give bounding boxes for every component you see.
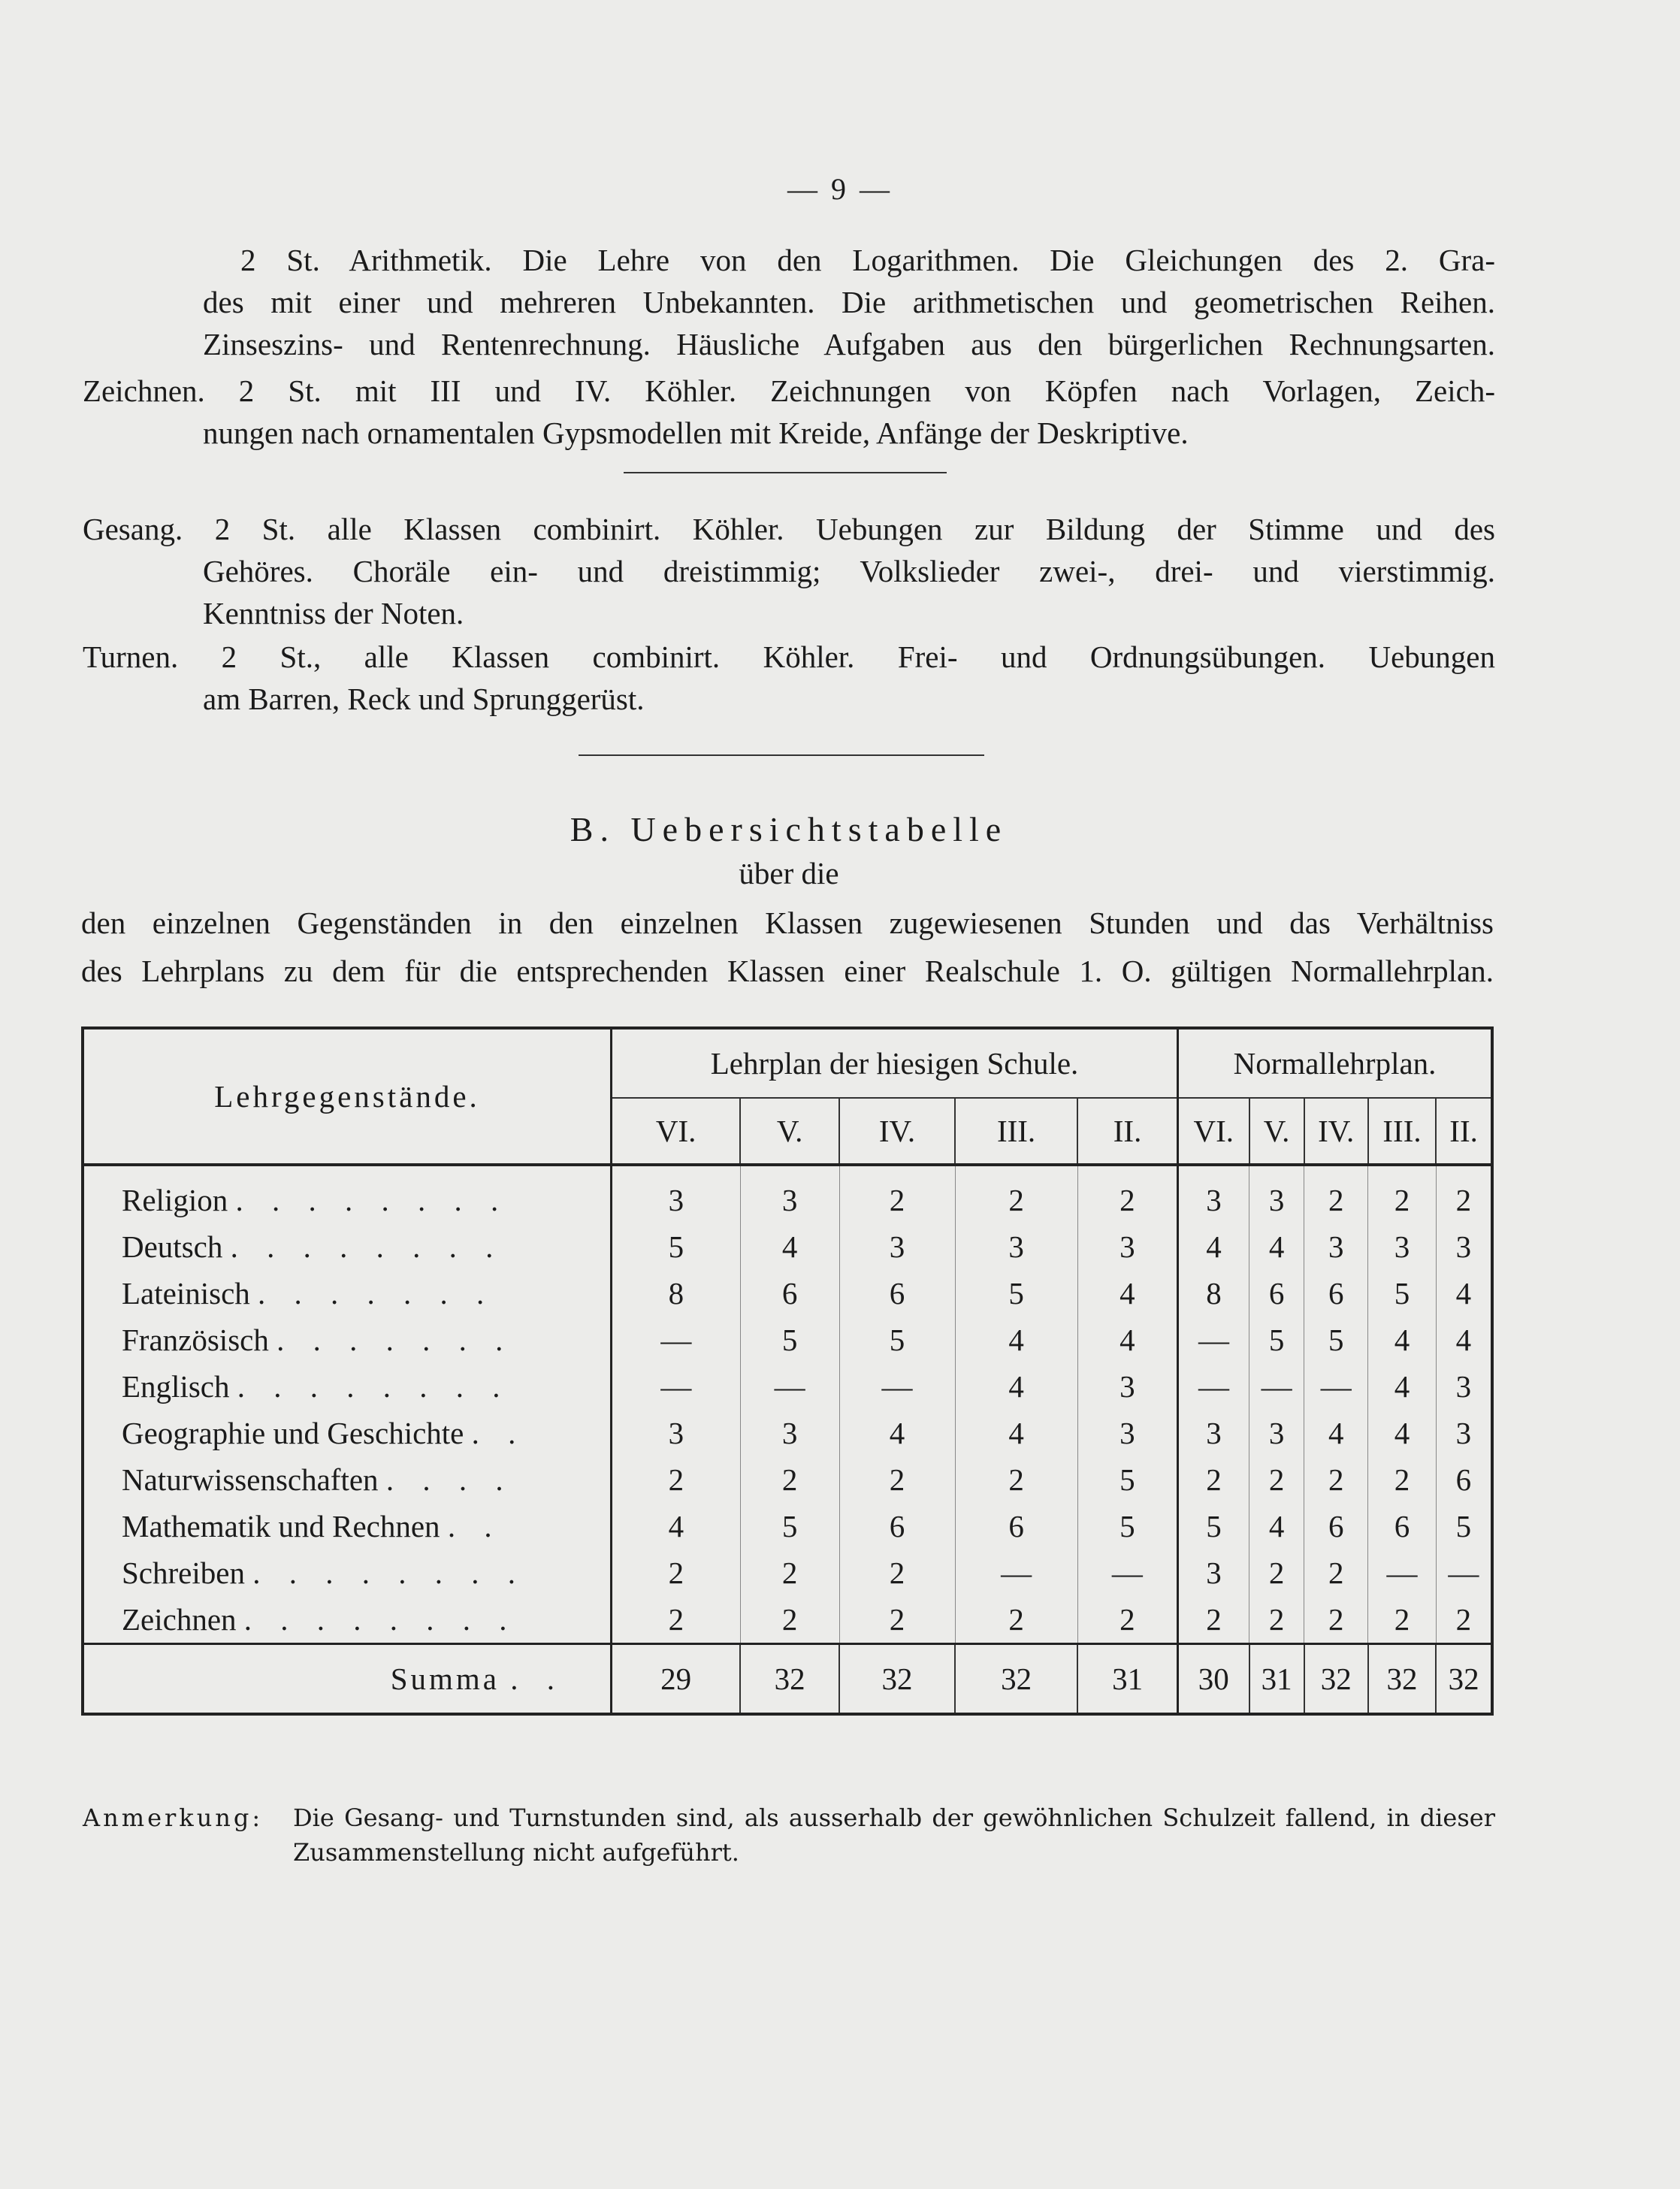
subject-cell xyxy=(83,1317,612,1363)
hours-cell: 3 xyxy=(1178,1410,1249,1456)
hours-cell: 3 xyxy=(839,1223,955,1270)
subject-cell xyxy=(83,1223,612,1270)
hours-cell: 2 xyxy=(955,1165,1077,1223)
section-divider xyxy=(624,472,947,473)
class-column-header: III. xyxy=(955,1098,1077,1165)
class-column-header: IV. xyxy=(839,1098,955,1165)
subject-cell xyxy=(83,1550,612,1596)
hours-cell: 4 xyxy=(1249,1223,1304,1270)
hours-cell: — xyxy=(1077,1550,1177,1596)
paragraph-turnen xyxy=(83,636,1495,720)
subject-cell xyxy=(83,1363,612,1410)
hours-cell: 6 xyxy=(839,1270,955,1317)
table-row xyxy=(83,1165,1492,1223)
hours-cell: 6 xyxy=(1368,1503,1436,1550)
leader-dots: . . . . xyxy=(385,1462,514,1497)
section-description-line: des Lehrplans zu dem für die entsprechenden Klassen einer Realschule 1. O. gültigen Normallehrplan. xyxy=(81,954,1494,988)
subject-cell xyxy=(83,1165,612,1223)
hours-cell: 2 xyxy=(740,1596,839,1644)
hours-cell: — xyxy=(1448,1556,1479,1590)
text-line: Turnen. 2 St., alle Klassen combinirt. Köhler. Frei- und Ordnungsübungen. Uebungen xyxy=(83,639,1495,674)
hours-cell: 2 xyxy=(1304,1596,1368,1644)
table-row xyxy=(83,1550,1492,1596)
section-divider xyxy=(579,754,984,756)
hours-cell: 5 xyxy=(839,1317,955,1363)
table-row xyxy=(83,1317,1492,1363)
hours-cell: 4 xyxy=(740,1223,839,1270)
subject-column-header: Lehrgegenstände. xyxy=(83,1028,612,1165)
hours-cell: 3 xyxy=(955,1223,1077,1270)
leader-dots: . . . . . . . xyxy=(276,1323,514,1357)
hours-cell: 3 xyxy=(1077,1363,1177,1410)
section-description-line: den einzelnen Gegenständen in den einzelnen Klassen zugewiesenen Stunden und das Verhältniss xyxy=(81,906,1494,940)
hours-cell: 2 xyxy=(612,1596,741,1644)
hours-cell: 2 xyxy=(839,1165,955,1223)
hours-cell: 3 xyxy=(1178,1550,1249,1596)
hours-cell: — xyxy=(955,1550,1077,1596)
hours-cell: 2 xyxy=(1455,1183,1472,1217)
hours-cell: 6 xyxy=(740,1270,839,1317)
class-column-header: II. xyxy=(1077,1098,1177,1165)
hours-cell: — xyxy=(839,1363,955,1410)
section-title: B. Uebersichtstabelle xyxy=(570,810,1008,848)
hours-cell: 2 xyxy=(1304,1165,1368,1223)
hours-cell: — xyxy=(612,1363,741,1410)
leader-dots: . . xyxy=(510,1661,565,1696)
hours-cell: 2 xyxy=(1304,1550,1368,1596)
table-row xyxy=(83,1410,1492,1456)
class-column-header: II. xyxy=(1436,1098,1492,1165)
text-line: Zeichnen. 2 St. mit III und IV. Köhler. Zeichnungen von Köpfen nach Vorlagen, Zeich- xyxy=(83,373,1495,408)
hours-cell: 2 xyxy=(1249,1596,1304,1644)
hours-cell: 4 xyxy=(1455,1276,1472,1311)
hours-cell: 2 xyxy=(1368,1596,1436,1644)
hours-cell: 2 xyxy=(1077,1165,1177,1223)
hours-cell: — xyxy=(1249,1363,1304,1410)
hours-cell: 2 xyxy=(1178,1456,1249,1503)
hours-cell: 4 xyxy=(1178,1223,1249,1270)
sum-row xyxy=(83,1644,1492,1715)
hours-cell: 3 xyxy=(740,1410,839,1456)
sum-cell: 32 xyxy=(1304,1644,1368,1715)
subject-name: Religion xyxy=(122,1183,228,1217)
hours-cell: 5 xyxy=(1077,1503,1177,1550)
text-line: Gesang. 2 St. alle Klassen combinirt. Köhler. Uebungen zur Bildung der Stimme und des xyxy=(83,512,1495,546)
hours-cell: 6 xyxy=(955,1503,1077,1550)
hours-cell: 2 xyxy=(1368,1165,1436,1223)
hours-cell: — xyxy=(740,1363,839,1410)
hours-cell: 6 xyxy=(1455,1462,1472,1497)
subject-name: Zeichnen xyxy=(122,1602,237,1637)
hours-cell: 4 xyxy=(1455,1323,1472,1357)
hours-cell: 3 xyxy=(1455,1416,1472,1450)
hours-cell: 6 xyxy=(1249,1270,1304,1317)
hours-cell: 5 xyxy=(955,1270,1077,1317)
sum-cell: 32 xyxy=(955,1644,1077,1715)
sum-cell: 29 xyxy=(612,1644,741,1715)
hours-cell: 2 xyxy=(740,1456,839,1503)
table-row xyxy=(83,1270,1492,1317)
hours-cell: 4 xyxy=(612,1503,741,1550)
hours-cell: 2 xyxy=(1178,1596,1249,1644)
hours-cell: 3 xyxy=(612,1165,741,1223)
hours-cell: — xyxy=(612,1317,741,1363)
footnote-label: Anmerkung: xyxy=(83,1804,264,1832)
hours-cell: 2 xyxy=(955,1596,1077,1644)
norm-plan-header: Normallehrplan. xyxy=(1178,1028,1492,1098)
hours-cell: 4 xyxy=(1368,1410,1436,1456)
class-column-header: VI. xyxy=(612,1098,741,1165)
class-column-header: IV. xyxy=(1304,1098,1368,1165)
leader-dots: . . . . . . . . xyxy=(235,1183,509,1217)
sum-cell: 30 xyxy=(1178,1644,1249,1715)
class-column-header: VI. xyxy=(1178,1098,1249,1165)
hours-cell: 3 xyxy=(1077,1410,1177,1456)
hours-cell: 2 xyxy=(1368,1456,1436,1503)
hours-cell: 2 xyxy=(1455,1602,1472,1637)
hours-cell: 4 xyxy=(1077,1270,1177,1317)
sum-cell: 32 xyxy=(1368,1644,1436,1715)
footnote-text: Die Gesang- und Turnstunden sind, als ausserhalb der gewöhnlichen Schulzeit fallend, in dieser Zusammenstellung nicht aufgeführt. xyxy=(293,1804,1495,1867)
leader-dots: . . . . . . . . xyxy=(237,1369,511,1404)
table-row xyxy=(83,1223,1492,1270)
subject-cell xyxy=(83,1410,612,1456)
subject-name: Lateinisch xyxy=(122,1276,250,1311)
hours-cell: 5 xyxy=(1368,1270,1436,1317)
paragraph-gesang xyxy=(83,508,1495,634)
hours-cell: — xyxy=(1178,1317,1249,1363)
hours-cell: 5 xyxy=(740,1503,839,1550)
hours-cell: 3 xyxy=(1455,1229,1472,1264)
text-line: Kenntniss der Noten. xyxy=(203,596,464,630)
paragraph-zeichnen xyxy=(83,370,1495,454)
subject-name: Schreiben xyxy=(122,1556,245,1590)
sum-cell: 32 xyxy=(1436,1644,1492,1715)
subject-name: Französisch xyxy=(122,1323,269,1357)
hours-cell: 2 xyxy=(1077,1596,1177,1644)
subject-cell xyxy=(83,1456,612,1503)
table-row xyxy=(83,1503,1492,1550)
class-column-header: III. xyxy=(1368,1098,1436,1165)
hours-cell: 2 xyxy=(612,1550,741,1596)
hours-cell: 3 xyxy=(1368,1223,1436,1270)
subject-cell xyxy=(83,1270,612,1317)
leader-dots: . . . . . . . . xyxy=(252,1556,526,1590)
hours-cell: — xyxy=(1304,1363,1368,1410)
sum-cell: 31 xyxy=(1077,1644,1177,1715)
table-row xyxy=(83,1456,1492,1503)
hours-cell: 6 xyxy=(839,1503,955,1550)
hours-cell: 2 xyxy=(1249,1550,1304,1596)
text-line: Gehöres. Choräle ein- und dreistimmig; Volkslieder zwei-, drei- und vierstimmig. xyxy=(203,554,1495,588)
table-row xyxy=(83,1363,1492,1410)
hours-cell: 4 xyxy=(1368,1317,1436,1363)
hours-cell: 5 xyxy=(1304,1317,1368,1363)
overview-table xyxy=(81,1026,1494,1716)
leader-dots: . . xyxy=(471,1416,527,1450)
hours-cell: 4 xyxy=(955,1363,1077,1410)
section-heading xyxy=(75,807,1503,894)
hours-cell: 2 xyxy=(839,1550,955,1596)
table-row xyxy=(83,1596,1492,1644)
sum-label: Summa xyxy=(390,1661,500,1696)
hours-cell: 3 xyxy=(1077,1223,1177,1270)
hours-cell: 4 xyxy=(955,1317,1077,1363)
paragraph-arithmetik xyxy=(83,239,1495,365)
hours-cell: — xyxy=(1178,1363,1249,1410)
hours-cell: 3 xyxy=(1249,1410,1304,1456)
footnote xyxy=(83,1800,1495,1870)
subject-name: Geographie und Geschichte xyxy=(122,1416,464,1450)
hours-cell: 2 xyxy=(1304,1456,1368,1503)
hours-cell: 4 xyxy=(839,1410,955,1456)
hours-cell: 4 xyxy=(1368,1363,1436,1410)
text-line: am Barren, Reck und Sprunggerüst. xyxy=(203,682,645,716)
hours-cell: 2 xyxy=(1249,1456,1304,1503)
hours-cell: 3 xyxy=(740,1165,839,1223)
leader-dots: . . . . . . . . xyxy=(243,1602,518,1637)
hours-cell: 6 xyxy=(1304,1270,1368,1317)
hours-cell: 5 xyxy=(1178,1503,1249,1550)
text-line: des mit einer und mehreren Unbekannten. Die arithmetischen und geometrischen Reihen. xyxy=(203,285,1495,319)
text-line: 2 St. Arithmetik. Die Lehre von den Logarithmen. Die Gleichungen des 2. Gra- xyxy=(240,243,1495,277)
hours-cell: 6 xyxy=(1304,1503,1368,1550)
hours-cell: 5 xyxy=(1077,1456,1177,1503)
sum-cell: 31 xyxy=(1249,1644,1304,1715)
subject-cell xyxy=(83,1503,612,1550)
hours-cell: 3 xyxy=(1178,1165,1249,1223)
hours-cell: 5 xyxy=(1455,1509,1472,1543)
class-column-header: V. xyxy=(740,1098,839,1165)
table-body xyxy=(83,1165,1492,1714)
hours-cell: 2 xyxy=(955,1456,1077,1503)
sum-label-cell xyxy=(83,1644,612,1715)
hours-cell: 4 xyxy=(955,1410,1077,1456)
text-line: Zinseszins- und Rentenrechnung. Häusliche Aufgaben aus den bürgerlichen Rechnungsarten. xyxy=(203,327,1495,361)
hours-cell: 2 xyxy=(612,1456,741,1503)
section-description xyxy=(81,899,1494,995)
subject-name: Mathematik und Rechnen xyxy=(122,1509,440,1543)
subject-name: Englisch xyxy=(122,1369,230,1404)
leader-dots: . . xyxy=(447,1509,503,1543)
hours-cell: 4 xyxy=(1304,1410,1368,1456)
hours-cell: 2 xyxy=(839,1456,955,1503)
hours-cell: 3 xyxy=(1249,1165,1304,1223)
class-column-header: V. xyxy=(1249,1098,1304,1165)
hours-cell: — xyxy=(1368,1550,1436,1596)
sum-cell: 32 xyxy=(740,1644,839,1715)
hours-cell: 5 xyxy=(1249,1317,1304,1363)
subject-name: Naturwissenschaften xyxy=(122,1462,379,1497)
hours-cell: 2 xyxy=(740,1550,839,1596)
hours-cell: 4 xyxy=(1077,1317,1177,1363)
hours-cell: 3 xyxy=(1304,1223,1368,1270)
leader-dots: . . . . . . . xyxy=(258,1276,495,1311)
subject-cell xyxy=(83,1596,612,1644)
hours-cell: 5 xyxy=(612,1223,741,1270)
sum-cell: 32 xyxy=(839,1644,955,1715)
hours-cell: 2 xyxy=(839,1596,955,1644)
section-subtitle: über die xyxy=(739,856,839,890)
page-number: — 9 — xyxy=(787,172,893,206)
hours-cell: 8 xyxy=(1178,1270,1249,1317)
hours-cell: 3 xyxy=(1455,1369,1472,1404)
leader-dots: . . . . . . . . xyxy=(230,1229,504,1264)
hours-cell: 8 xyxy=(612,1270,741,1317)
hours-cell: 4 xyxy=(1249,1503,1304,1550)
school-plan-header: Lehrplan der hiesigen Schule. xyxy=(612,1028,1178,1098)
hours-cell: 3 xyxy=(612,1410,741,1456)
text-line: nungen nach ornamentalen Gypsmodellen mit Kreide, Anfänge der Deskriptive. xyxy=(203,416,1189,450)
subject-name: Deutsch xyxy=(122,1229,223,1264)
hours-cell: 5 xyxy=(740,1317,839,1363)
